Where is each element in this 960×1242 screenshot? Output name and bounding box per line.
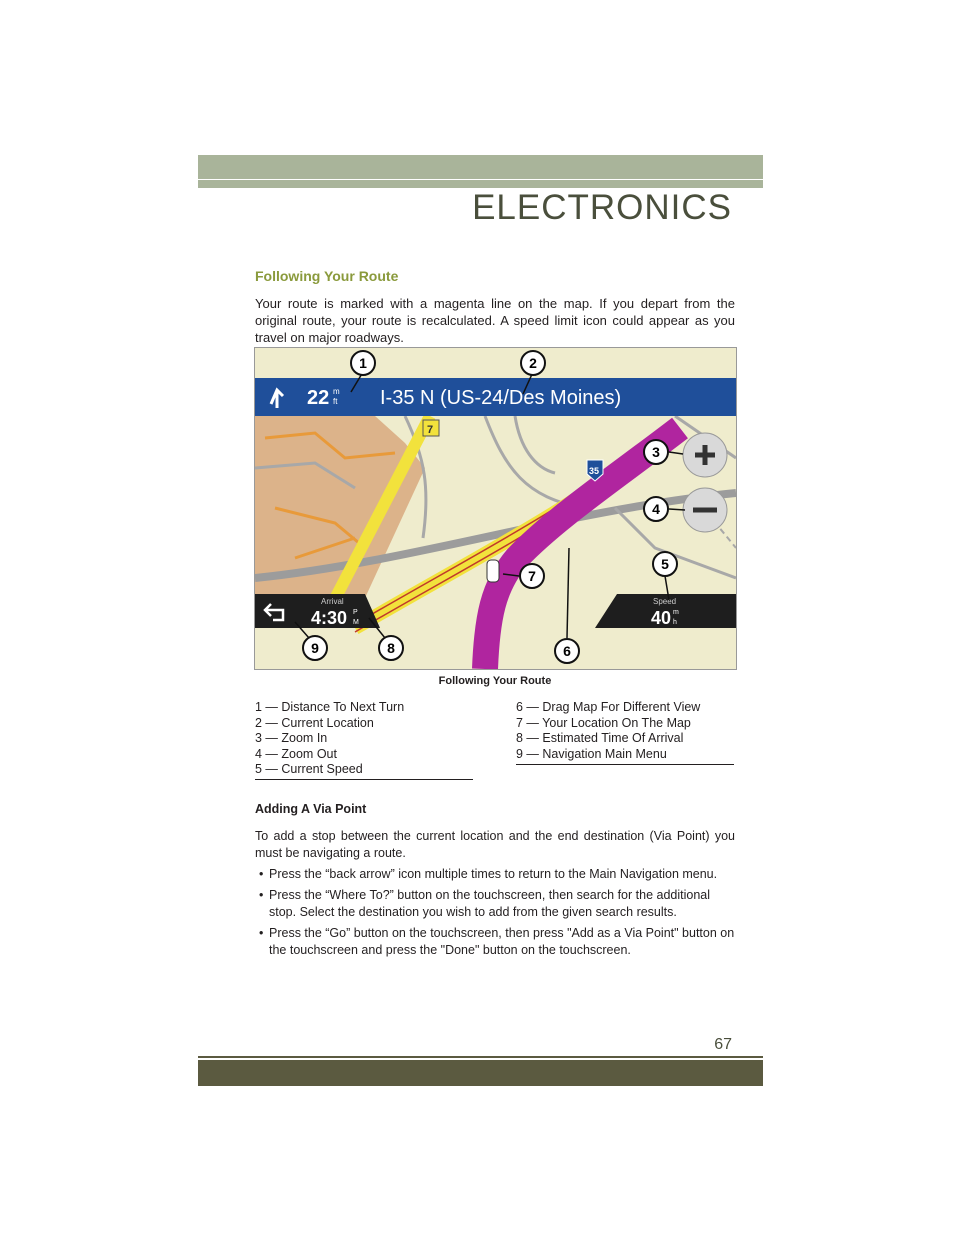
bullet-item	[255, 887, 735, 921]
speed-label: Speed	[653, 597, 677, 606]
vehicle-icon	[487, 560, 499, 582]
callout-5	[653, 552, 677, 576]
footer-rule	[198, 1056, 763, 1058]
callout-1	[351, 351, 375, 375]
bullet-mark: •	[259, 926, 264, 940]
bullet-text: Press the “Go” button on the touchscreen, then press "Add as a Via Point" button on the touchscreen and press the "Done" button on the touchscreen.	[269, 926, 735, 957]
legend-rule-right	[516, 764, 734, 765]
legend-left	[255, 700, 404, 778]
callout-9	[303, 636, 327, 660]
bullet-text: Press the “Where To?” button on the touchscreen, then search for the additional stop. Select the destination you wish to add from the given search results.	[269, 888, 711, 919]
callout-4	[644, 497, 668, 521]
svg-text:8: 8	[387, 640, 395, 656]
arrival-time: 4:30	[311, 608, 348, 628]
svg-text:9: 9	[311, 640, 319, 656]
svg-text:5: 5	[661, 556, 669, 572]
callout-8	[379, 636, 403, 660]
distance-unit-bottom: ft	[333, 397, 338, 406]
legend-item: 7 — Your Location On The Map	[516, 715, 691, 730]
callout-6	[555, 639, 579, 663]
legend-right	[516, 700, 700, 762]
bullet-item	[255, 925, 735, 959]
svg-text:2: 2	[529, 355, 537, 371]
header-bar	[198, 155, 763, 179]
callout-line-4	[669, 509, 685, 510]
bullet-item	[255, 866, 735, 883]
legend-rule-left	[255, 779, 473, 780]
heading-following-route: Following Your Route	[255, 268, 399, 284]
callout-2	[521, 351, 545, 375]
figure-caption: Following Your Route	[438, 675, 552, 687]
bullet-mark: •	[259, 867, 264, 881]
svg-text:1: 1	[359, 355, 367, 371]
speed-unit-top: m	[673, 609, 679, 616]
bullet-mark: •	[259, 888, 264, 902]
speed-value: 40	[651, 608, 672, 628]
legend-item: 1 — Distance To Next Turn	[255, 700, 405, 714]
map-svg	[255, 348, 736, 669]
distance-value: 22	[307, 387, 330, 409]
legend-item: 2 — Current Location	[255, 715, 374, 730]
via-intro: To add a stop between the current location and the end destination (Via Point) you must be navigating a route.	[255, 829, 735, 860]
legend-item: 3 — Zoom In	[255, 731, 328, 745]
speed-unit-bottom: h	[673, 619, 677, 626]
navigation-screenshot	[254, 347, 737, 670]
svg-text:7: 7	[528, 568, 536, 584]
legend-item: 5 — Current Speed	[255, 762, 363, 776]
legend-item: 8 — Estimated Time Of Arrival	[516, 731, 684, 745]
header-bar-lower	[198, 180, 763, 188]
interstate-label: 35	[589, 466, 600, 476]
arrival-suffix-top: P	[353, 609, 358, 616]
intro-paragraph: Your route is marked with a magenta line on the map. If you depart from the original route, your route is recalculated. A speed limit icon could appear as you travel on major roadways.	[255, 296, 735, 345]
svg-text:4: 4	[652, 501, 660, 517]
legend-item: 6 — Drag Map For Different View	[516, 700, 701, 714]
arrival-label: Arrival	[321, 597, 344, 606]
callout-7	[520, 564, 544, 588]
callout-3	[644, 440, 668, 464]
route-shield-label: 7	[427, 424, 434, 436]
distance-unit-top: m	[333, 387, 340, 396]
arrival-suffix-bottom: M	[353, 619, 359, 626]
section-title: ELECTRONICS	[472, 188, 732, 227]
svg-text:3: 3	[652, 444, 660, 460]
svg-text:6: 6	[563, 643, 571, 659]
bullet-text: Press the “back arrow” icon multiple times to return to the Main Navigation menu.	[269, 867, 718, 881]
footer-bar	[198, 1060, 763, 1086]
legend-item: 9 — Navigation Main Menu	[516, 746, 667, 761]
legend-item: 4 — Zoom Out	[255, 746, 337, 761]
page-number: 67	[714, 1036, 732, 1053]
heading-via-point: Adding A Via Point	[255, 802, 367, 816]
street-name: I-35 N (US-24/Des Moines)	[380, 387, 622, 409]
